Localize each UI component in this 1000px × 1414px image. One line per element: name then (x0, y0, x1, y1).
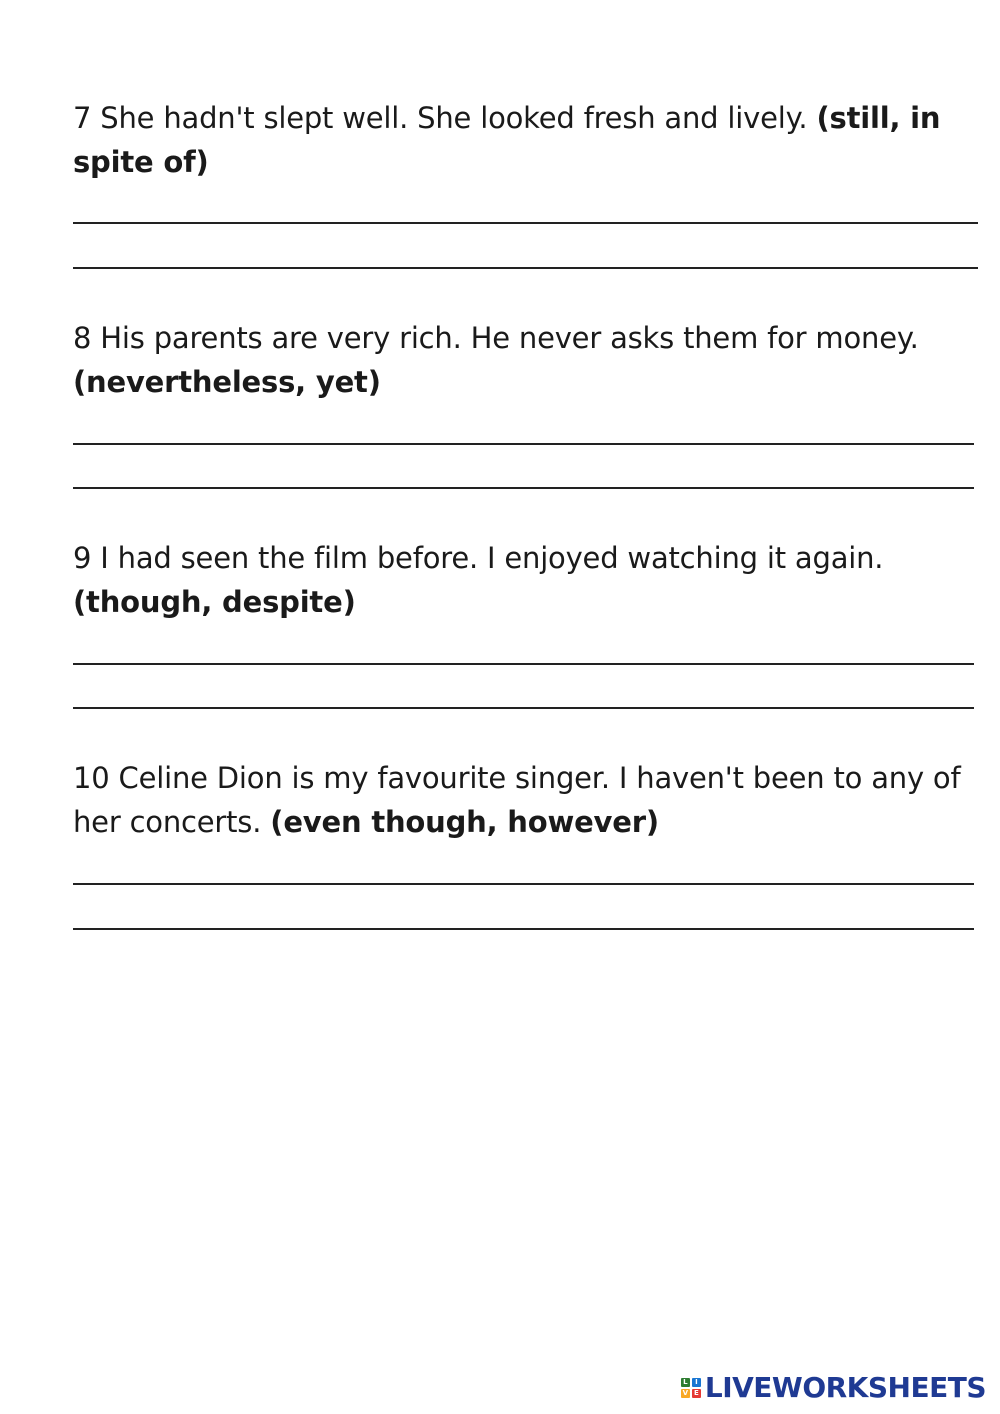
question-8 (73, 316, 985, 404)
answer-line-1[interactable] (73, 222, 978, 224)
question-prompt (73, 536, 985, 624)
logo-tile-v: V (682, 1388, 689, 1397)
logo-icon (681, 1378, 701, 1398)
logo-tile-e: E (692, 1389, 701, 1398)
logo-tile-l: L (681, 1378, 690, 1387)
question-number: 9 (73, 541, 92, 575)
question-hint: (still, in spite of) (73, 101, 941, 179)
question-7 (73, 96, 985, 184)
question-9 (73, 536, 985, 624)
answer-line-2[interactable] (73, 928, 974, 930)
answer-line-1[interactable] (73, 663, 974, 665)
question-hint: (even though, however) (270, 805, 659, 839)
liveworksheets-logo (681, 1371, 986, 1404)
question-number: 7 (73, 101, 92, 135)
logo-tile-i: I (692, 1378, 701, 1387)
question-10 (73, 756, 993, 844)
question-prompt (73, 756, 993, 844)
logo-wordmark: LIVEWORKSHEETS (704, 1371, 986, 1404)
answer-line-2[interactable] (73, 707, 974, 709)
question-hint: (nevertheless, yet) (73, 365, 381, 399)
question-sentence: She hadn't slept well. She looked fresh and lively. (100, 101, 808, 135)
question-prompt (73, 96, 985, 184)
answer-line-1[interactable] (73, 883, 974, 885)
question-prompt (73, 316, 985, 404)
answer-line-1[interactable] (73, 443, 974, 445)
question-number: 8 (73, 321, 92, 355)
question-number: 10 (73, 761, 110, 795)
answer-line-2[interactable] (73, 487, 974, 489)
question-sentence: Celine Dion is my favourite singer. I haven't been to any of her concerts. (73, 761, 961, 839)
question-hint: (though, despite) (73, 585, 356, 619)
question-sentence: I had seen the film before. I enjoyed watching it again. (100, 541, 884, 575)
question-sentence: His parents are very rich. He never asks them for money. (100, 321, 919, 355)
answer-line-2[interactable] (73, 267, 978, 269)
